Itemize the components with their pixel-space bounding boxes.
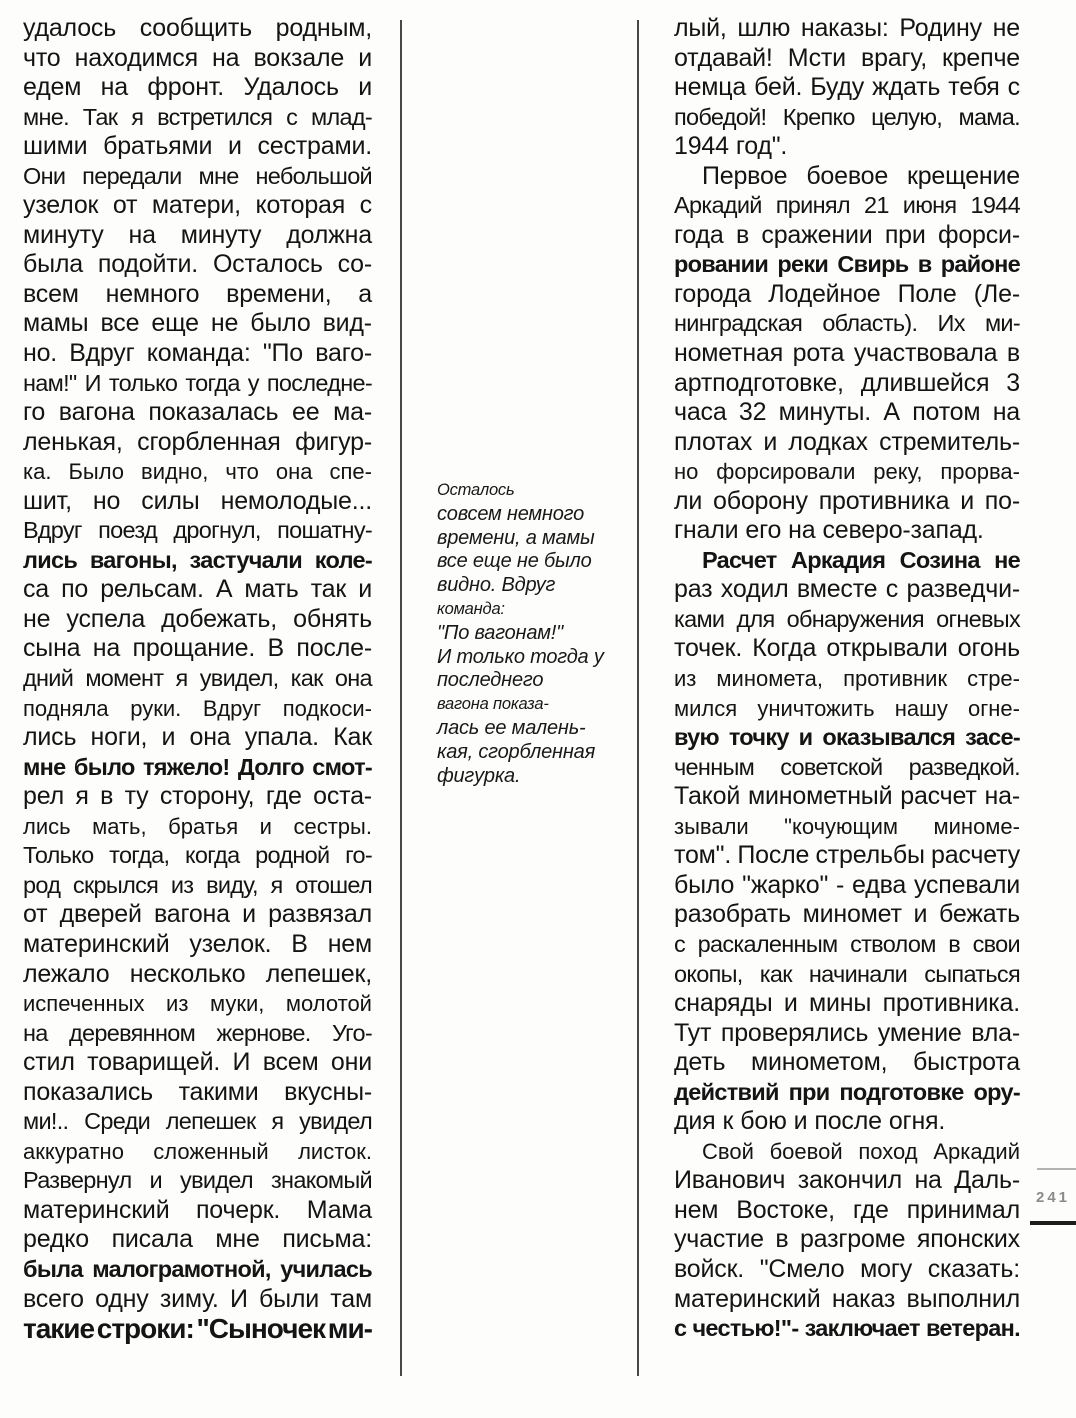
text-line: нем Востоке, где принимал: [674, 1195, 1020, 1224]
text-line: ровании реки Свирь в районе: [674, 251, 1020, 278]
text-line: узелок от матери, которая с: [23, 191, 372, 220]
text-line: 1944 год".: [674, 132, 788, 161]
text-line: города Лодейное Поле (Ле-: [674, 279, 1020, 308]
pull-quote-line: времени, а мамы: [437, 526, 595, 549]
text-line: ка. Было видно, что она спе-: [23, 459, 372, 485]
text-line: участие в разгроме японских: [674, 1225, 1020, 1254]
pull-quote-line: И только тогда у: [437, 645, 604, 668]
page-number: 241: [1036, 1189, 1071, 1206]
text-line: ленькая, сгорбленная фигур-: [23, 427, 372, 456]
text-line: раз ходил вместе с разведчи-: [674, 575, 1020, 604]
text-line: нам!" И только тогда у последне-: [23, 369, 372, 396]
text-line: на деревянном жернове. Уго-: [23, 1019, 372, 1046]
pull-quote-line: Осталось: [437, 481, 515, 499]
pull-quote-line: фигурка.: [437, 764, 521, 787]
text-line: лись вагоны, застучали коле-: [23, 546, 372, 573]
text-line: немца бей. Буду ждать тебя с: [674, 73, 1020, 102]
column-divider-right: [637, 20, 639, 1376]
text-line: едем на фронт. Удалось и: [23, 73, 372, 102]
text-line: Такой минометный расчет на-: [674, 782, 1020, 811]
text-line: том". После стрельбы расчету: [674, 841, 1020, 870]
text-line: деть минометом, быстрота: [674, 1048, 1020, 1077]
pull-quote-line: все еще не было: [437, 550, 592, 573]
text-line: лись мать, братья и сестры.: [23, 813, 372, 839]
text-line: ми!.. Среди лепешек я увидел: [23, 1108, 372, 1135]
text-line: сына на прощание. В после-: [23, 634, 372, 663]
text-line: всем немного времени, а: [23, 279, 372, 308]
text-line: но. Вдруг команда: "По ваго-: [23, 339, 372, 368]
text-line: Свой боевой поход Аркадий: [702, 1138, 1020, 1164]
text-line: войск. "Смело могу сказать:: [674, 1254, 1020, 1283]
text-line: часа 32 минуты. А потом на: [674, 398, 1020, 427]
text-line: отдавай! Мсти врагу, крепче: [674, 43, 1020, 72]
text-line: мне было тяжело! Долго смот-: [23, 753, 372, 780]
text-line: что находимся на вокзале и: [23, 43, 372, 72]
text-line: лись ноги, и она упала. Как: [23, 723, 372, 752]
page-number-rule-top: [1037, 1168, 1076, 1170]
left-column: [23, 14, 372, 1344]
text-line: материнский почерк. Мама: [23, 1195, 372, 1224]
text-line: была подойти. Осталось со-: [23, 250, 372, 279]
pull-quote: [437, 479, 622, 788]
text-line: нометная рота участвовала в: [674, 339, 1020, 368]
text-line: победой! Крепко целую, мама.: [674, 103, 1020, 130]
text-line: материнский узелок. В нем: [23, 929, 372, 958]
text-line: но форсировали реку, прорва-: [674, 459, 1020, 485]
pull-quote-line: "По вагонам!": [437, 621, 564, 644]
text-line: ли оборону противника и по-: [674, 486, 1020, 515]
text-line: нинградская область). Их ми-: [674, 310, 1020, 337]
text-line: такие строки: "Сыночек ми-: [23, 1313, 372, 1345]
text-line: зывали "кочующим миноме-: [674, 813, 1020, 839]
text-line: снаряды и мины противника.: [674, 989, 1020, 1018]
text-line: шими братьями и сестрами.: [23, 132, 372, 161]
text-line: минуту на минуту должна: [23, 220, 372, 249]
text-line: плотах и лодках стремитель-: [674, 427, 1020, 456]
text-line: материнский наказ выполнил: [674, 1284, 1020, 1313]
text-line: точек. Когда открывали огонь: [674, 634, 1020, 663]
text-line: Развернул и увидел знакомый: [23, 1167, 372, 1194]
pull-quote-line: вагона показа-: [437, 695, 549, 714]
pull-quote-line: команда:: [437, 599, 505, 618]
text-line: действий при подготовке ору-: [674, 1078, 1020, 1105]
text-line: ками для обнаружения огневых: [674, 605, 1020, 632]
text-line: го вагона показалась ее ма-: [23, 398, 372, 427]
text-line: аккуратно сложенный листок.: [23, 1138, 372, 1164]
text-line: всего одну зиму. И были там: [23, 1284, 372, 1313]
text-line: артподготовке, длившейся 3: [674, 368, 1020, 397]
pull-quote-line: видно. Вдруг: [437, 574, 556, 597]
page-number-block: [1030, 1168, 1076, 1225]
text-line: с раскаленным стволом в свои: [674, 930, 1020, 957]
text-line: была малограмотной, училась: [23, 1255, 372, 1282]
text-line: лежало несколько лепешек,: [23, 959, 372, 988]
text-line: не успела добежать, обнять: [23, 604, 372, 633]
text-line: с честью!"- заключает ветеран.: [674, 1315, 1020, 1342]
text-line: было "жарко" - едва успевали: [674, 870, 1020, 899]
text-line: Только тогда, когда родной го-: [23, 842, 372, 869]
text-line: род скрылся из виду, я отошел: [23, 871, 372, 898]
text-line: дия к бою и после огня.: [674, 1107, 946, 1136]
text-line: окопы, как начинали сыпаться: [674, 960, 1020, 987]
text-line: от дверей вагона и развязал: [23, 900, 372, 929]
text-line: Тут проверялись умение вла-: [674, 1018, 1020, 1047]
text-line: стил товарищей. И всем они: [23, 1048, 372, 1077]
text-line: разобрать миномет и бежать: [674, 900, 1020, 929]
text-line: из миномета, противник стре-: [674, 666, 1020, 692]
pull-quote-line: последнего: [437, 669, 544, 692]
text-line: дний момент я увидел, как она: [23, 665, 372, 692]
text-line: редко писала мне письма:: [23, 1225, 372, 1254]
text-line: лый, шлю наказы: Родину не: [674, 14, 1020, 42]
text-line: Первое боевое крещение: [702, 161, 1020, 190]
column-divider-left: [400, 20, 402, 1376]
text-line: мне. Так я встретился с млад-: [23, 103, 372, 130]
right-column: [674, 14, 1020, 1344]
text-line: гнали его на северо-запад.: [674, 516, 984, 545]
page-number-rule-bottom: [1030, 1221, 1076, 1225]
pull-quote-line: лась ее малень-: [437, 716, 586, 739]
text-line: Аркадий принял 21 июня 1944: [674, 192, 1020, 219]
text-line: Расчет Аркадия Созина не: [702, 546, 1020, 573]
text-line: Они передали мне небольшой: [23, 162, 372, 189]
text-line: показались такими вкусны-: [23, 1077, 372, 1106]
text-line: мился уничтожить нашу огне-: [674, 695, 1020, 721]
text-line: удалось сообщить родным,: [23, 14, 372, 42]
text-line: рел я в ту сторону, где оста-: [23, 782, 372, 811]
pull-quote-line: совсем немного: [437, 502, 584, 525]
text-line: подняла руки. Вдруг подкоси-: [23, 695, 372, 721]
text-line: шит, но силы немолодые...: [23, 486, 372, 515]
text-line: мамы все еще не было вид-: [23, 309, 372, 338]
text-line: вую точку и оказывался засе-: [674, 724, 1020, 751]
pull-quote-line: кая, сгорбленная: [437, 740, 596, 763]
text-line: Вдруг поезд дрогнул, пошатну-: [23, 517, 372, 544]
text-line: испеченных из муки, молотой: [23, 991, 372, 1017]
text-line: Иванович закончил на Даль-: [674, 1166, 1020, 1195]
text-line: ченным советской разведкой.: [674, 753, 1020, 780]
text-line: года в сражении при форси-: [674, 220, 1020, 249]
text-line: са по рельсам. А мать так и: [23, 575, 372, 604]
